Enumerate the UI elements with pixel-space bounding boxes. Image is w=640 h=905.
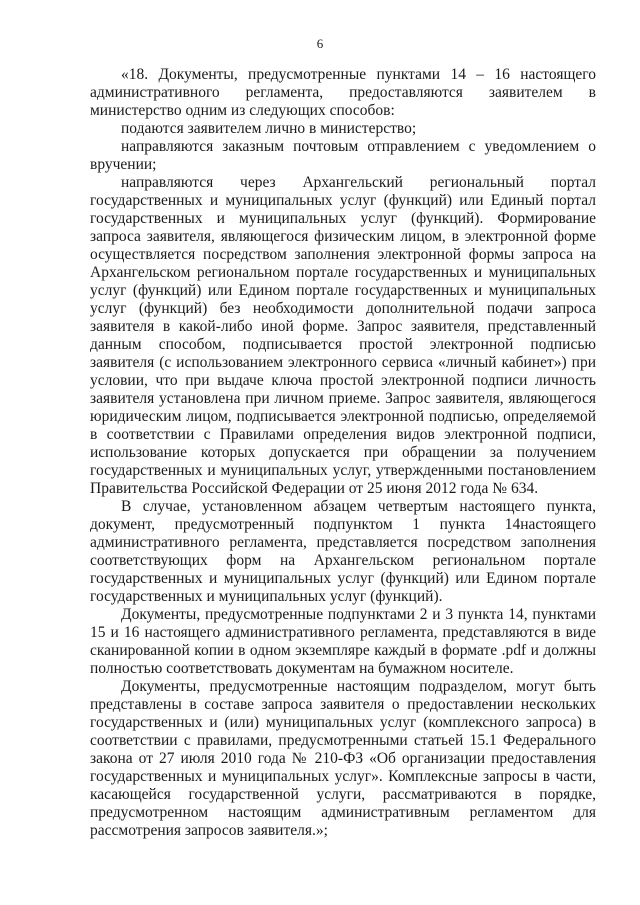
paragraph-in-person: подаются заявителем лично в министерство;	[121, 120, 417, 137]
paragraph-electronic-form-case: В случае, установленном абзацем четвертым настоящего пункта, документ, предусмотренный подпунктом 1 пункта 14настоящего административного регламента, представляется посредством заполнения соответствующих форм на Архангельском региональном портале государственных и муниципальных услуг (функций) или Едином портале государственных и муниципальных услуг (функций).	[90, 498, 596, 605]
paragraph-complex-request: Документы, предусмотренные настоящим подразделом, могут быть представлены в составе запроса заявителя о предоставлении нескольких государственных и (или) муниципальных услуг (комплексного запроса) в соответствии с правилами, предусмотренными статьей 15.1 Федерального закона от 27 июля 2010 года № 210-ФЗ «Об организации предоставления государственных и муниципальных услуг». Комплексные запросы в части, касающейся государственной услуги, рассматриваются в порядке, предусмотренном настоящим административным регламентом для рассмотрения запросов заявителя.»;	[90, 678, 596, 839]
page-number: 6	[316, 36, 324, 51]
document-body	[90, 66, 596, 840]
paragraph-portal-submission: направляются через Архангельский региональный портал государственных и муниципальных услуг (функций) или Единый портал государственных и муниципальных услуг (функций). Формирование запроса заявителя, являющегося физическим лицом, в электронной форме осуществляется посредством заполнения электронной формы запроса на Архангельском региональном портале государственных и муниципальных услуг (функций) или Едином портале государственных и муниципальных услуг (функций) без необходимости дополнительной подачи запроса заявителя в какой-либо иной форме. Запрос заявителя, представленный данным способом, подписывается простой электронной подписью заявителя (с использованием электронного сервиса «личный кабинет») при условии, что при выдаче ключа простой электронной подписи личность заявителя установлена при личном приеме. Запрос заявителя, являющегося юридическим лицом, подписывается электронной подписью, определяемой в соответствии с Правилами определения видов электронной подписи, использование которых допускается при обращении за получением государственных и муниципальных услуг, утвержденными постановлением Правительства Российской Федерации от 25 июня 2012 года № 634.	[90, 174, 596, 497]
paragraph-registered-mail: направляются заказным почтовым отправлением с уведомлением о вручении;	[90, 138, 596, 173]
paragraph-clause-18-intro: «18. Документы, предусмотренные пунктами 14 – 16 настоящего административного регламента, предоставляются заявителем в министерство одним из следующих способов:	[90, 66, 596, 119]
paragraph-scanned-copies: Документы, предусмотренные подпунктами 2 и 3 пункта 14, пунктами 15 и 16 настоящего административного регламента, представляются в виде сканированной копии в одном экземпляре каждый в формате .pdf и должны полностью соответствовать документам на бумажном носителе.	[90, 606, 596, 677]
